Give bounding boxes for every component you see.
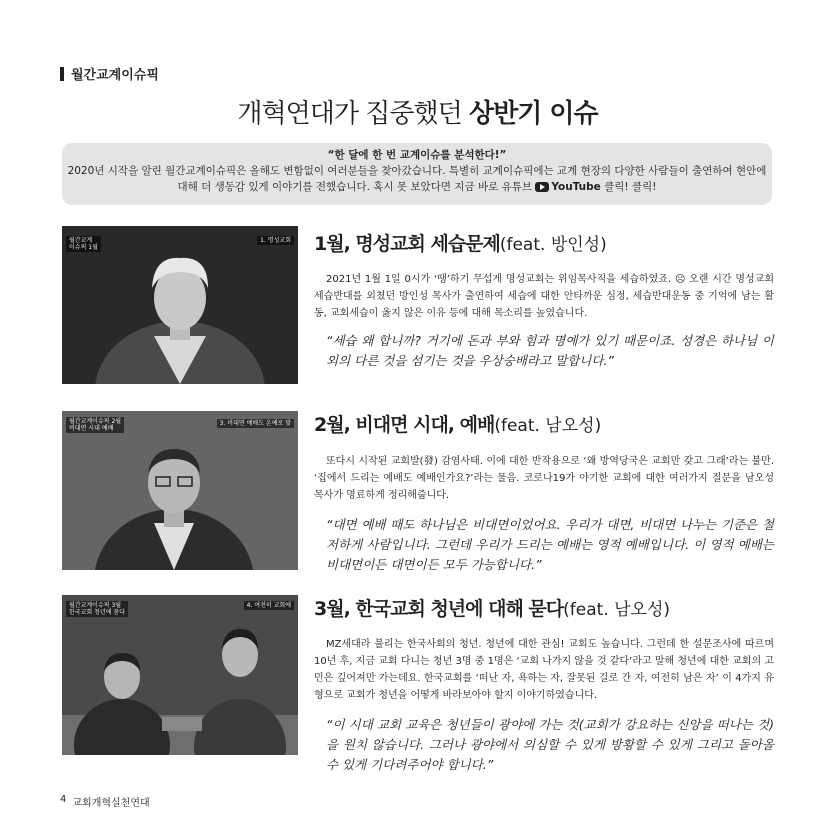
page-title	[0, 93, 835, 130]
section-bar	[60, 67, 64, 81]
footer-org: 교회개혁실천연대	[72, 798, 150, 809]
item-1-title-feat: (feat. 방인성)	[499, 235, 607, 255]
thumbnail-2-caption-right: 3. 비대면 예배도 온예로 맞	[217, 419, 294, 428]
youtube-label: YouTube	[551, 181, 601, 193]
video-thumbnail-2[interactable]	[62, 411, 298, 570]
item-2-title-feat: (feat. 남오성)	[494, 416, 602, 436]
intro-line-2	[62, 179, 772, 195]
page-footer	[60, 794, 150, 809]
item-2-title	[314, 410, 601, 437]
intro-line-2-pre: 대해 더 생동감 있게 이야기를 전했습니다. 혹시 못 보았다면 지금 바로 유튜브	[177, 181, 532, 193]
video-thumbnail-3[interactable]	[62, 595, 298, 755]
intro-line-1: 2020년 시작을 알린 월간교계이슈픽은 올해도 변함없이 여러분들을 찾아갔습니다. 특별히 교계이슈픽에는 교계 현장의 다양한 사람들이 출연하여 현안에	[67, 165, 767, 177]
section-tag-label: 월간교계이슈픽	[71, 68, 159, 83]
item-3-quote: “이 시대 교회 교육은 청년들이 광야에 가는 것(교회가 강요하는 신앙을 떠나는 것)을 원치 않습니다. 그러나 광야에서 의심할 수 있게 방황할 수 있게 그리고 돌아올 수 있게 기다려주어야 합니다.”	[326, 717, 774, 772]
item-3-title	[314, 594, 670, 621]
video-thumbnail-1[interactable]	[62, 226, 298, 384]
item-1-quote: “세습 왜 합니까? 거기에 돈과 부와 힘과 명예가 있기 때문이죠. 성경은 하나님 이외의 다른 것을 섬기는 것을 우상숭배라고 말합니다.”	[326, 333, 774, 368]
intro-box	[62, 143, 772, 205]
item-3-title-feat: (feat. 남오성)	[563, 600, 671, 620]
thumbnail-3-caption-right: 4. 여전히 교회에	[244, 601, 294, 610]
page-number: 4	[60, 794, 67, 805]
item-1-title	[314, 229, 607, 256]
item-2-quote: “대면 예배 때도 하나님은 비대면이었어요. 우리가 대면, 비대면 나누는 기준은 철저하게 사람입니다. 그런데 우리가 드리는 예배는 영적 예배입니다. 이 영적 예배는 비대면이든 대면이든 모두 가능합니다.”	[326, 517, 774, 572]
thumbnail-1-caption-left: 월간교계 이슈픽 1월	[66, 236, 101, 252]
person-photo-2	[62, 411, 298, 570]
item-1-body: 2021년 1월 1일 0시가 ‘땡’하기 무섭게 명성교회는 위임목사직을 세습하였죠. ☹ 오랜 시간 명성교회 세습반대를 외쳤던 방인성 목사가 출연하여 세습에 대한 안타까운 심정, 세습반대운동 중 기억에 남는 활동, 교회세습이 옳지 않은 이유 등에 대해 목소리를 높였습니다.	[314, 274, 774, 319]
thumbnail-3-caption-left: 월간교계이슈픽 3월 한국교회 청년에 묻다	[66, 601, 128, 617]
person-photo-3	[62, 595, 298, 755]
intro-line-2-post: 클릭! 클릭!	[604, 181, 657, 193]
intro-lead: “한 달에 한 번 교계이슈를 분석한다!”	[327, 149, 507, 161]
item-2-body: 또다시 시작된 교회발(發) 감염사태. 이에 대한 반작용으로 ‘왜 방역당국은 교회만 갖고 그래’라는 불만. ‘집에서 드리는 예배도 예배인가요?’라는 물음. 코로나19가 야기한 교회에 대한 여러가지 질문을 남오성 목사가 명료하게 정리해줍니다.	[314, 456, 774, 501]
youtube-logo[interactable]	[535, 179, 600, 195]
page-title-bold: 상반기 이슈	[468, 99, 598, 129]
youtube-play-icon	[535, 182, 549, 192]
thumbnail-1-caption-right: 1. 명성교회	[257, 236, 294, 245]
item-2-title-bold: 2월, 비대면 시대, 예배	[314, 414, 495, 436]
thumbnail-2-caption-left: 월간교계이슈픽 2월 비대면 시대 예배	[66, 417, 124, 433]
item-1-title-bold: 1월, 명성교회 세습문제	[314, 233, 500, 255]
page-title-light: 개혁연대가 집중했던	[237, 99, 469, 129]
section-tag	[60, 64, 159, 83]
item-3-body: MZ세대라 불리는 한국사회의 청년. 청년에 대한 관심! 교회도 높습니다. 그런데 한 설문조사에 따르며 10년 후, 지금 교회 다니는 청년 3명 중 1명은 ‘교회 나가지 않을 것 같다’라고 말해 청년에 대한 교회의 고민은 깊어져만 가는데요. 한국교회를 ‘떠난 자, 욕하는 자, 잘못된 길로 간 자, 여전히 남은 자’ 이 4가지 유형으로 교회가 청년을 어떻게 바라보아야 할지 이야기하였습니다.	[314, 639, 774, 701]
item-3-title-bold: 3월, 한국교회 청년에 대해 묻다	[314, 598, 564, 620]
